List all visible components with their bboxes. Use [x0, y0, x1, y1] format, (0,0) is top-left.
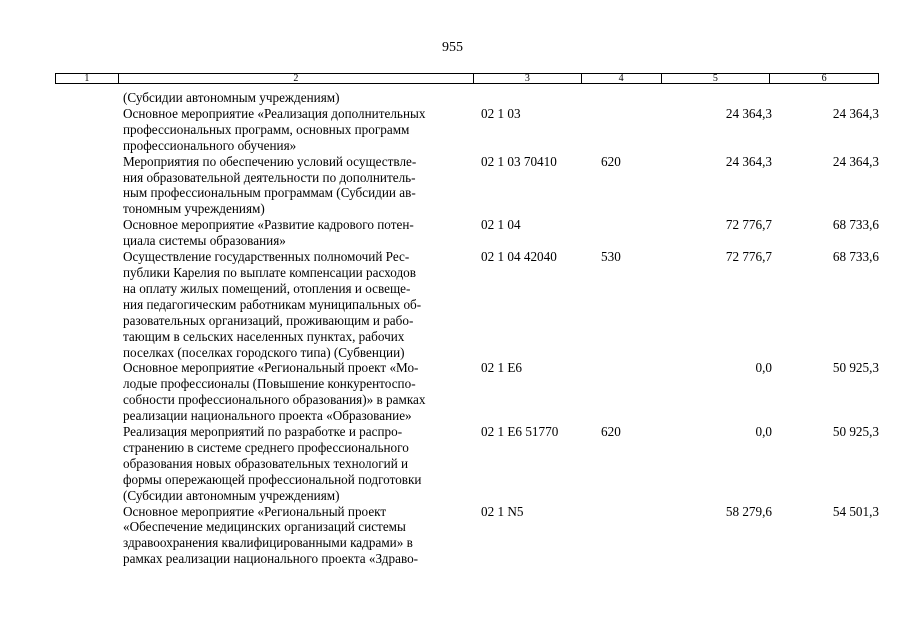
description-line: Осуществление государственных полномочий Рес-	[123, 249, 410, 265]
description-line: ния образовательной деятельности по дополнитель-	[123, 169, 416, 185]
row-expense-type: 620	[601, 153, 621, 169]
row-code: 02 1 04 42040	[481, 249, 557, 265]
table-row	[123, 154, 883, 218]
description-line: ния педагогическим работникам муниципальных об-	[123, 296, 422, 312]
row-sum-year-1: 0,0	[755, 424, 772, 440]
row-code: 02 1 03	[481, 105, 521, 121]
description-line: публики Карелия по выплате компенсации расходов	[123, 264, 416, 280]
row-sum-year-1: 24 364,3	[725, 153, 772, 169]
row-description	[123, 249, 474, 360]
description-line: (Субсидии автономным учреждениям)	[123, 90, 340, 105]
description-line: Мероприятия по обеспечению условий осуществле-	[123, 153, 417, 169]
row-code: 02 1 03 70410	[481, 153, 557, 169]
row-description	[123, 217, 474, 249]
row-expense-type: 620	[601, 424, 621, 440]
description-line: циала системы образования»	[123, 233, 286, 249]
description-line: (Субсидии автономным учреждениям)	[123, 487, 340, 503]
row-sum-year-1: 0,0	[755, 360, 772, 376]
description-line: поселках (поселках городского типа) (Субвенции)	[123, 344, 405, 360]
row-sum-year-1: 72 776,7	[725, 217, 772, 233]
description-line: странению в системе среднего профессионального	[123, 439, 409, 455]
row-sum-year-2: 50 925,3	[832, 360, 879, 376]
header-col-4: 4	[582, 74, 662, 83]
table-header-row	[55, 73, 879, 84]
row-code: 02 1 N5	[481, 503, 524, 519]
description-line: профессиональных программ, основных программ	[123, 121, 410, 137]
row-description	[123, 154, 474, 218]
row-description	[123, 90, 474, 106]
row-description	[123, 106, 474, 154]
table-row	[123, 249, 883, 360]
description-line: Основное мероприятие «Развитие кадрового потен-	[123, 217, 414, 233]
row-sum-year-2: 68 733,6	[832, 217, 879, 233]
page-number: 955	[442, 40, 463, 55]
row-sum-year-2: 68 733,6	[832, 249, 879, 265]
header-col-6: 6	[821, 73, 827, 84]
header-col-5: 5	[662, 74, 771, 83]
description-line: Реализация мероприятий по разработке и распро-	[123, 424, 403, 440]
row-sum-year-1: 72 776,7	[725, 249, 772, 265]
row-expense-type: 530	[601, 249, 621, 265]
row-description	[123, 504, 474, 568]
description-line: разовательных организаций, проживающим и рабо-	[123, 312, 414, 328]
description-line: собности профессионального образования)» в рамках	[123, 392, 426, 408]
description-line: Основное мероприятие «Региональный проект «Мо-	[123, 360, 419, 376]
description-line: тающим в сельских населенных пунктах, рабочих	[123, 328, 405, 344]
description-line: реализации национального проекта «Образование»	[123, 408, 412, 424]
table-row	[123, 90, 883, 106]
description-line: на оплату жилых помещений, отопления и освеще-	[123, 280, 411, 296]
row-description	[123, 360, 474, 424]
description-line: «Обеспечение медицинских организаций системы	[123, 519, 406, 535]
description-line: ным профессиональным программам (Субсидии ав-	[123, 185, 416, 201]
row-sum-year-2: 24 364,3	[832, 153, 879, 169]
description-line: Основное мероприятие «Региональный проект	[123, 503, 387, 519]
header-col-3: 3	[474, 74, 582, 83]
row-description	[123, 424, 474, 504]
table-row	[123, 217, 883, 249]
table-body	[123, 90, 883, 567]
description-line: Основное мероприятие «Реализация дополнительных	[123, 105, 426, 121]
table-row	[123, 424, 883, 504]
row-sum-year-1: 24 364,3	[725, 105, 772, 121]
row-code: 02 1 04	[481, 217, 521, 233]
description-line: рамках реализации национального проекта «Здраво-	[123, 551, 419, 567]
description-line: тономным учреждениям)	[123, 201, 265, 217]
table-row	[123, 504, 883, 568]
row-sum-year-2: 24 364,3	[832, 105, 879, 121]
row-code: 02 1 E6	[481, 360, 523, 376]
description-line: образования новых образовательных технологий и	[123, 455, 409, 471]
row-code: 02 1 E6 51770	[481, 424, 559, 440]
header-col-2: 2	[119, 74, 474, 83]
description-line: здравоохранения квалифицированными кадрами» в	[123, 535, 413, 551]
table-row	[123, 360, 883, 424]
row-sum-year-2: 54 501,3	[832, 503, 879, 519]
row-sum-year-1: 58 279,6	[725, 503, 772, 519]
header-col-1: 1	[56, 74, 119, 83]
row-sum-year-2: 50 925,3	[832, 424, 879, 440]
description-line: профессионального обучения»	[123, 137, 297, 153]
description-line: формы опережающей профессиональной подготовки	[123, 471, 422, 487]
description-line: лодые профессионалы (Повышение конкурентоспо-	[123, 376, 416, 392]
table-row	[123, 106, 883, 154]
